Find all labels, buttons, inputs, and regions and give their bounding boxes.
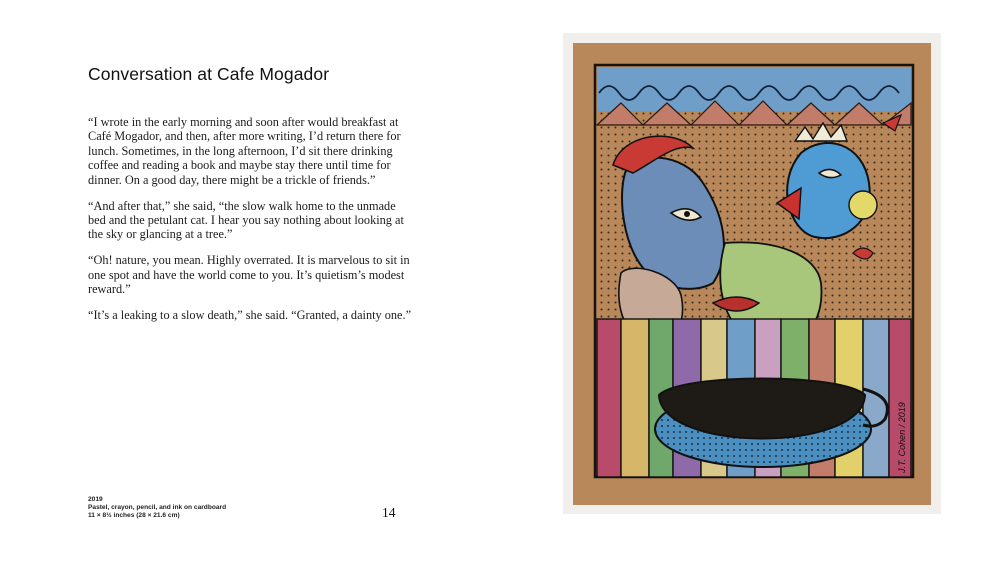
- left-pupil: [684, 211, 690, 217]
- page-title: Conversation at Cafe Mogador: [88, 64, 330, 84]
- caption-year: 2019: [88, 496, 103, 503]
- yellow-flower: [849, 191, 877, 219]
- artwork-image: [563, 33, 941, 514]
- caption-medium: Pastel, crayon, pencil, and ink on cardboard: [88, 504, 227, 511]
- artist-signature: J.T. Cohen / 2019: [897, 402, 907, 473]
- artwork-caption: [88, 496, 226, 520]
- paragraph-4: “It’s a leaking to a slow death,” she said. “Granted, a dainty one.”: [88, 307, 412, 322]
- body-text: [88, 115, 413, 334]
- paragraph-2: “And after that,” she said, “the slow walk home to the unmade bed and the petulant cat. I hear you say nothing about looking at the sky or glancing at a tree.”: [88, 198, 404, 242]
- paragraph-3: “Oh! nature, you mean. Highly overrated. It is marvelous to sit in one spot and have the world come to you. It’s quietism’s modest reward.”: [88, 253, 410, 297]
- paragraph-1: “I wrote in the early morning and soon after would breakfast at Café Mogador, and then, after more writing, I’d return there for lunch. Sometimes, in the long afternoon, I’d sit there drinking coffee and reading a book and maybe stay there until time for dinner. On a good day, there might be a trickle of friends.”: [88, 115, 401, 187]
- sky-band: [597, 67, 911, 111]
- page-number: 14: [382, 505, 396, 520]
- caption-dimensions: 11 × 8½ inches (28 × 21.6 cm): [88, 512, 180, 519]
- artwork-frame: [563, 33, 941, 514]
